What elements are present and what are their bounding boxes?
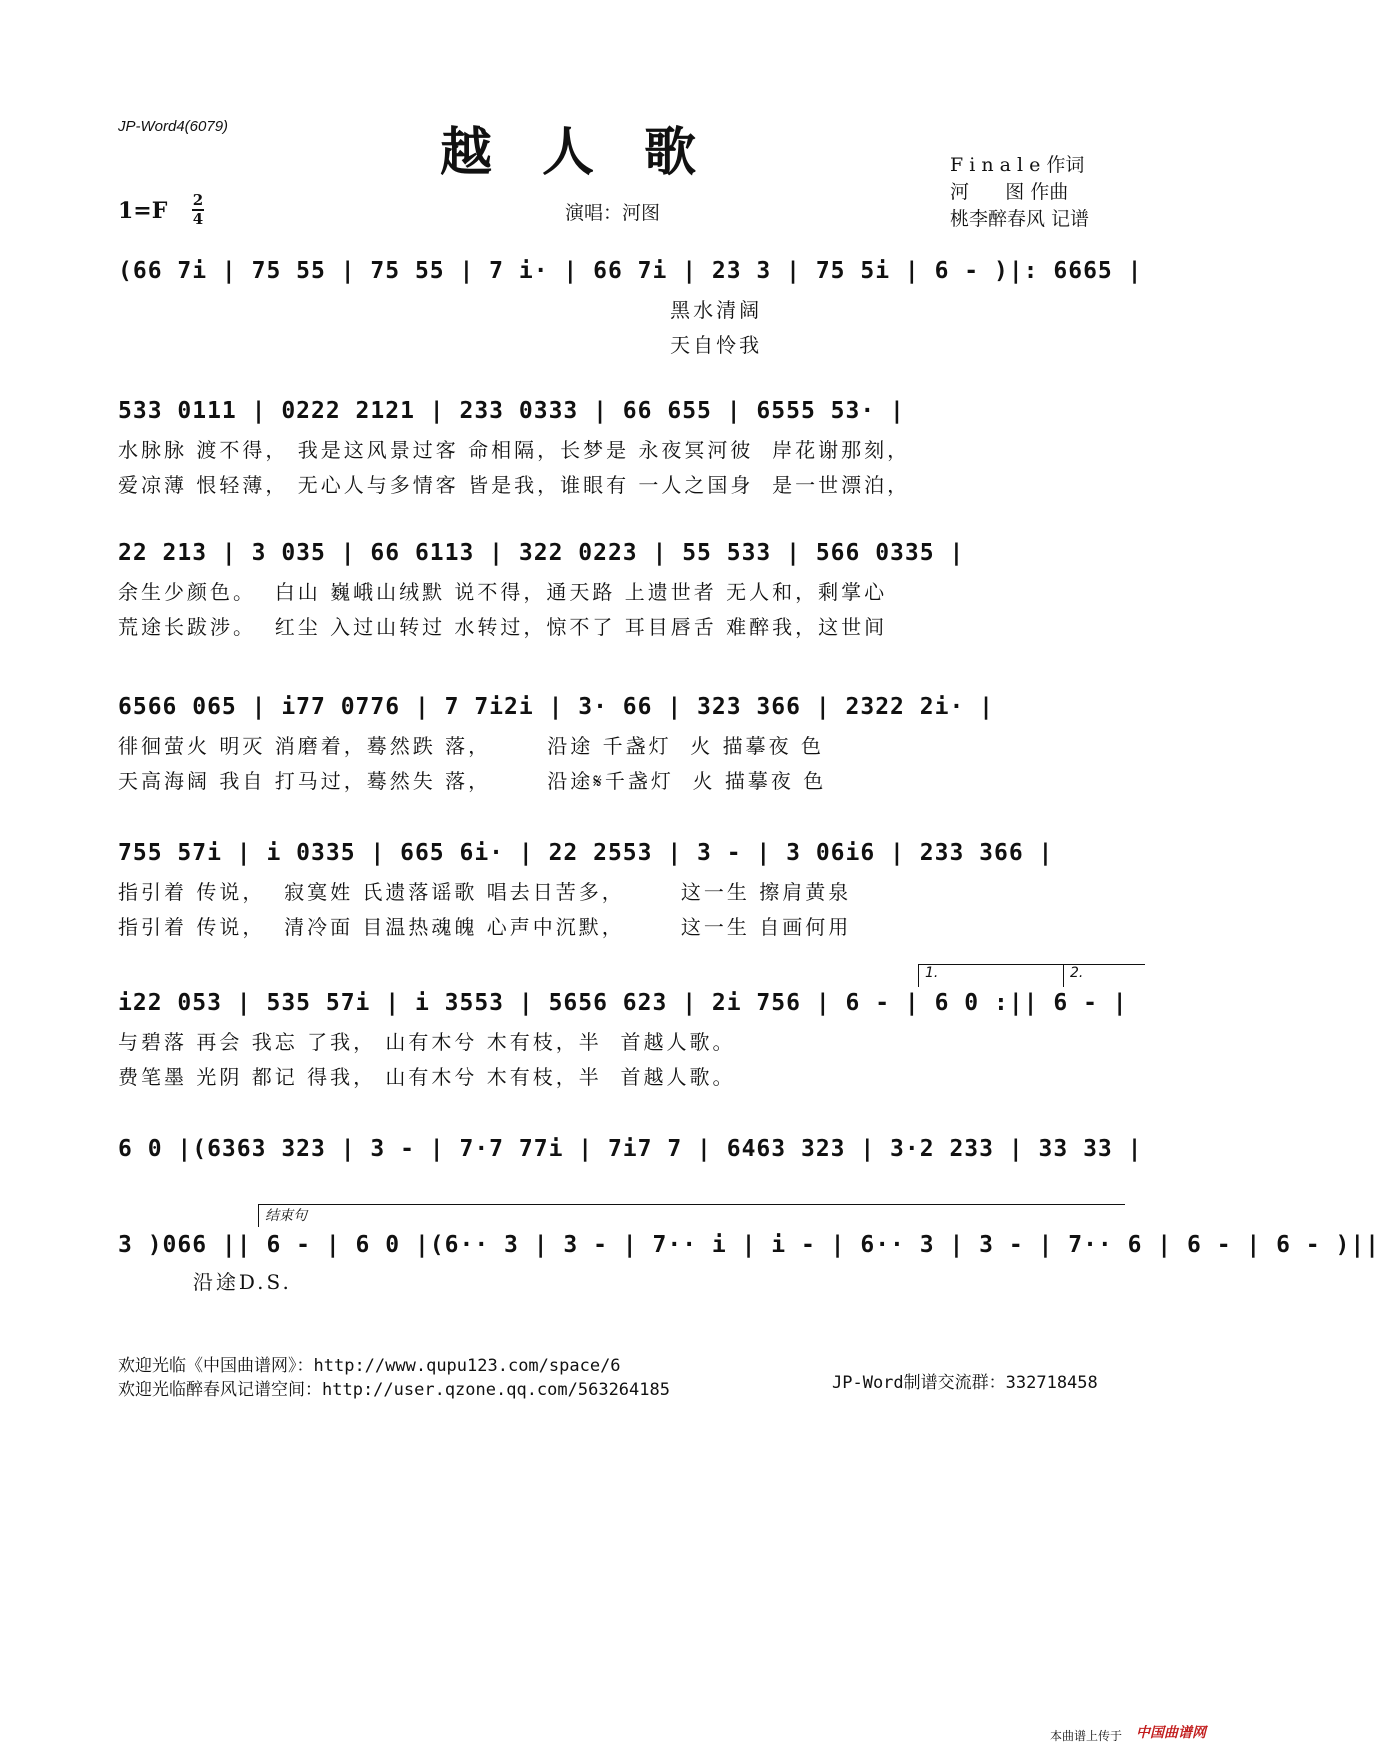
time-top: 2 <box>192 191 204 209</box>
system-2 <box>118 398 1128 498</box>
lyric-line-2: 指引着 传说， 清冷面 目温热魂魄 心声中沉默， 这一生 自画何用 <box>118 915 852 939</box>
lyric-line-2: 天高海阔 我自 打马过，蓦然失 落， 沿途𝄋千盏灯 火 描摹夜 色 <box>118 769 827 793</box>
volta-1: 1. <box>918 964 1145 987</box>
system-notes: 755 57i | i 0335 | 665 6i· | 22 2553 | 3 - | 3 06i6 | 233 366 | <box>118 840 1054 866</box>
singer: 演唱：河图 <box>565 202 661 224</box>
lyricist: F i n a l e 作词 <box>950 154 1085 176</box>
transcriber: 桃李醉春风 记谱 <box>950 208 1090 230</box>
system-7 <box>118 1136 1143 1162</box>
group-info: JP-Word制谱交流群：332718458 <box>832 1373 1098 1393</box>
song-title: 越人歌 <box>440 122 747 183</box>
footer-links <box>118 1354 670 1402</box>
system-notes: i22 053 | 535 57i | i 3553 | 5656 623 | 2i 756 | 6 - | 6 0 :|| 6 - | <box>118 990 1128 1016</box>
credits <box>950 152 1089 233</box>
key-signature: 1=F <box>118 198 168 224</box>
system-notes: 22 213 | 3 035 | 66 6113 | 322 0223 | 55 533 | 566 0335 | <box>118 540 965 566</box>
lyric-line-1: 黑水清阔 <box>118 298 763 322</box>
site-logo[interactable]: 中国曲谱网 <box>1136 1725 1206 1741</box>
ending-bracket: 结束句 <box>258 1204 1125 1227</box>
composer: 河 图 作曲 <box>950 181 1069 203</box>
lyric-line-1: 徘徊萤火 明灭 消磨着，蓦然跌 落， 沿途 千盏灯 火 描摹夜 色 <box>118 734 825 758</box>
lyric-line-2: 费笔墨 光阴 都记 得我， 山有木兮 木有枝，半 首越人歌。 <box>118 1065 736 1089</box>
time-bottom: 4 <box>192 210 204 228</box>
system-notes: 533 0111 | 0222 2121 | 233 0333 | 66 655 | 6555 53· | <box>118 398 905 424</box>
time-signature <box>192 192 204 228</box>
volta-2: 2. <box>1063 964 1140 987</box>
software-label: JP-Word4(6079) <box>118 118 229 135</box>
lyric-line-2: 天自怜我 <box>118 333 763 357</box>
system-notes: (66 7i | 75 55 | 75 55 | 7 i· | 66 7i | 23 3 | 75 5i | 6 - )|: 6665 | <box>118 258 1143 284</box>
system-4 <box>118 694 1128 794</box>
lyric-line-1: 水脉脉 渡不得， 我是这风景过客 命相隔，长梦是 永夜冥河彼 岸花谢那刻， <box>118 438 911 462</box>
lyric-line-1: 沿途D.S. <box>118 1270 292 1294</box>
lyric-line-2: 荒途长跋涉。 红尘 入过山转过 水转过，惊不了 耳目唇舌 难醉我，这世间 <box>118 615 888 639</box>
system-8 <box>118 1208 1380 1295</box>
site-link[interactable]: 欢迎光临《中国曲谱网》：http://www.qupu123.com/space/6 <box>118 1356 621 1376</box>
system-notes: 6 0 |(6363 323 | 3 - | 7·7 77i | 7i7 7 | 6463 323 | 3·2 233 | 33 33 | <box>118 1136 1143 1162</box>
system-notes: 3 )066 || 6 - | 6 0 |(6·· 3 | 3 - | 7·· i | i - | 6·· 3 | 3 - | 7·· 6 | 6 - | 6 - )|| <box>118 1232 1380 1258</box>
lyric-line-2: 爱凉薄 恨轻薄， 无心人与多情客 皆是我，谁眼有 一人之国身 是一世漂泊， <box>118 473 911 497</box>
system-5 <box>118 840 1128 940</box>
lyric-line-1: 余生少颜色。 白山 巍峨山绒默 说不得，通天路 上遗世者 无人和，剩掌心 <box>118 580 888 604</box>
system-1 <box>118 258 1143 358</box>
system-notes: 6566 065 | i77 0776 | 7 7i2i | 3· 66 | 323 366 | 2322 2i· | <box>118 694 994 720</box>
lyric-line-1: 指引着 传说， 寂寞姓 氏遗落谣歌 唱去日苦多， 这一生 擦肩黄泉 <box>118 880 852 904</box>
qzone-link[interactable]: 欢迎光临醉春风记谱空间：http://user.qzone.qq.com/563264185 <box>118 1380 670 1400</box>
system-3 <box>118 540 1128 640</box>
upload-label: 本曲谱上传于 <box>1050 1729 1123 1743</box>
system-6 <box>118 965 1128 1090</box>
lyric-line-1: 与碧落 再会 我忘 了我， 山有木兮 木有枝，半 首越人歌。 <box>118 1030 736 1054</box>
